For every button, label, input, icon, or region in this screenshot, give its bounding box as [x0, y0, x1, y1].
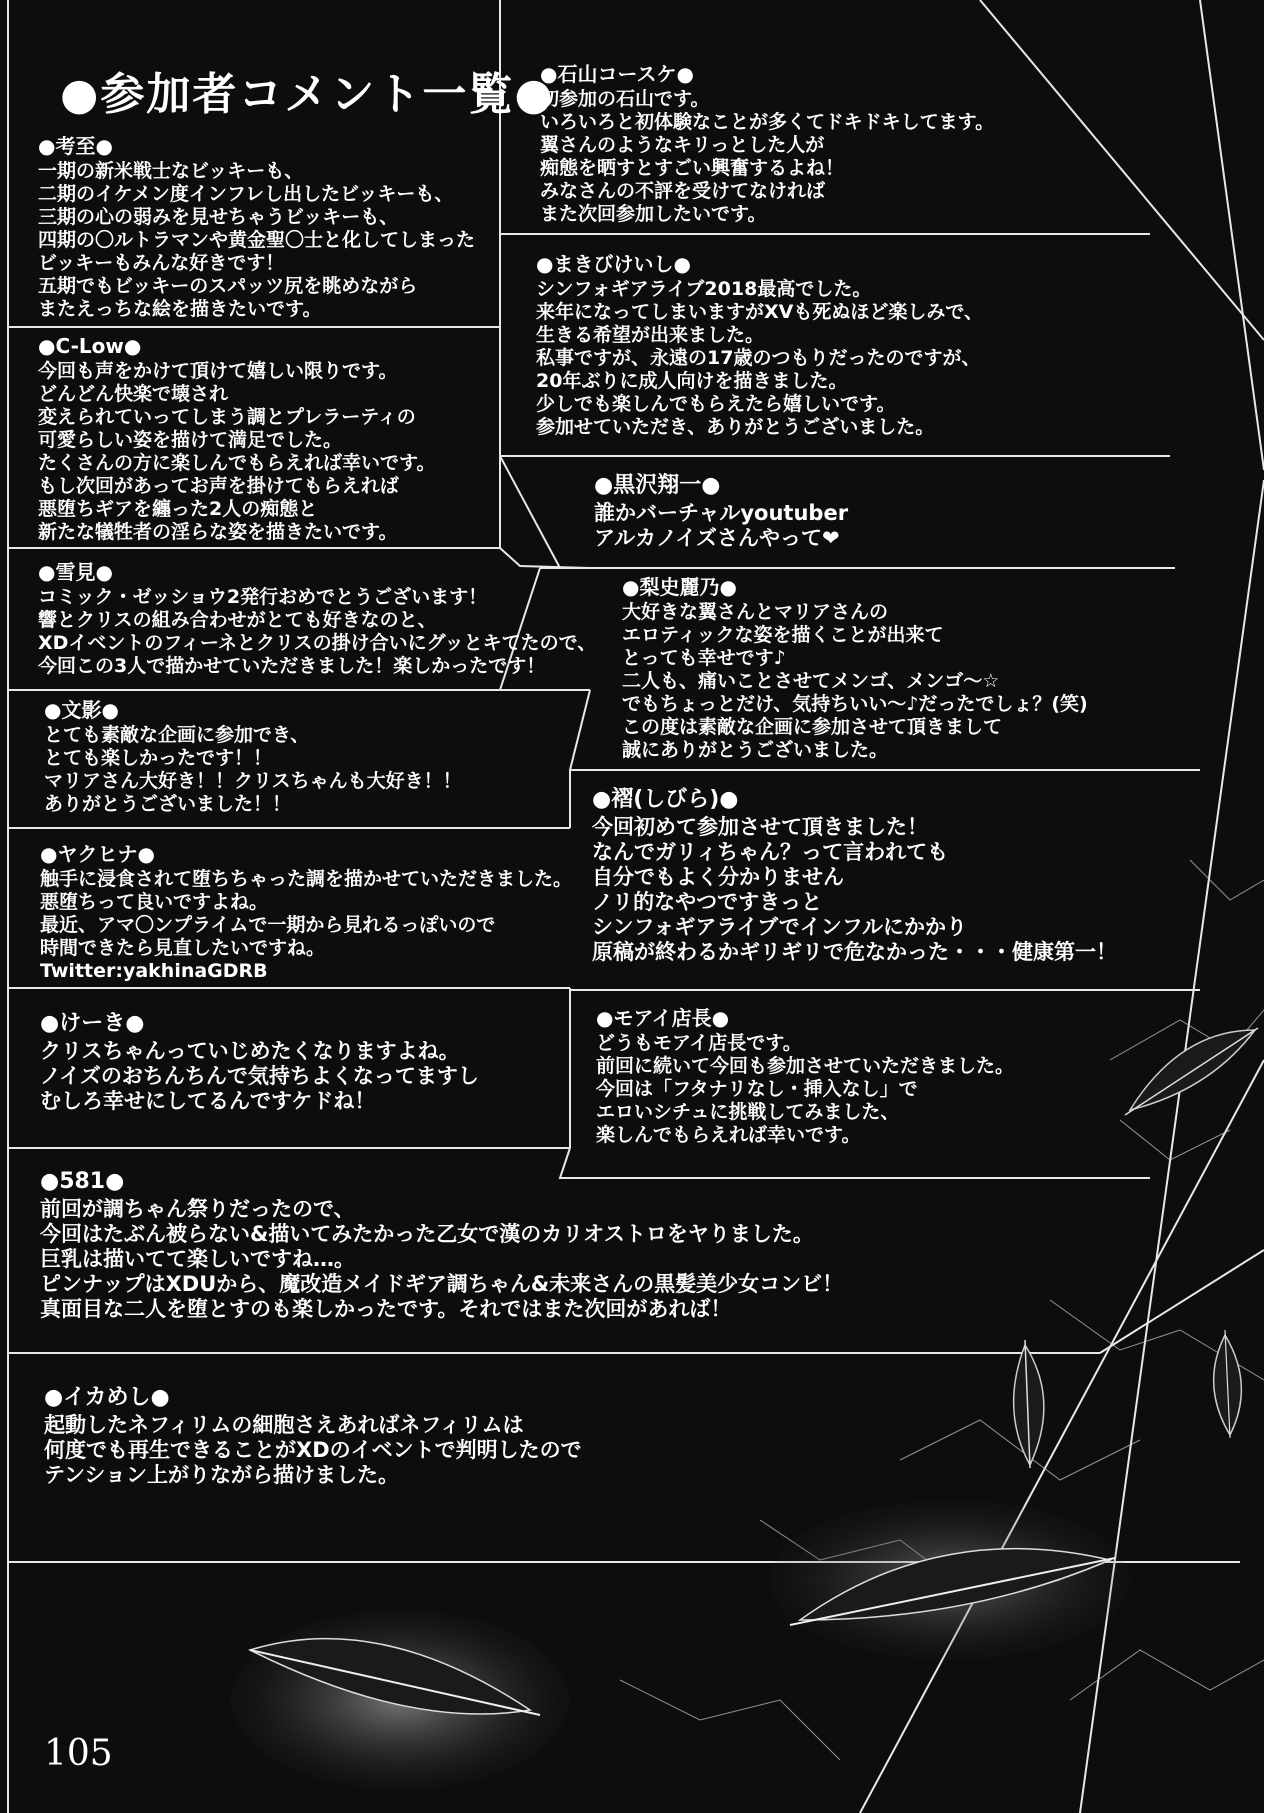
contributor-name: ●雪見● — [38, 560, 113, 584]
comment-block — [44, 698, 462, 816]
comment-line: 真面目な二人を堕とすのも楽しかったです。それではまた次回があれば！ — [40, 1297, 732, 1321]
contributor-name: ●梨史麗乃● — [622, 575, 737, 599]
comment-line: 二期のイケメン度インフレし出したビッキーも、 — [38, 183, 454, 205]
contributor-name: ●文影● — [44, 698, 119, 722]
comment-block — [38, 134, 475, 321]
comment-line: どんどん快楽で壊され — [38, 383, 229, 405]
comment-line: この度は素敵な企画に参加させて頂きまして — [622, 716, 1003, 738]
comment-line: 来年になってしまいますがXVも死ぬほど楽しみで、 — [536, 301, 983, 323]
comment-line: 20年ぶりに成人向けを描きました。 — [536, 370, 848, 392]
comment-line: また次回参加したいです。 — [540, 203, 767, 225]
comment-line: 翼さんのようなキリっとした人が — [540, 134, 825, 156]
contributor-name: ●考至● — [38, 134, 113, 158]
comment-line: 変えられていってしまう調とプレラーティの — [38, 406, 416, 428]
comment-line: 五期でもビッキーのスパッツ尻を眺めながら — [38, 275, 418, 297]
comment-line: クリスちゃんっていじめたくなりますよね。 — [40, 1039, 460, 1063]
comment-line: 悪堕ちギアを纏った2人の痴態と — [38, 498, 318, 520]
comment-line: ノイズのおちんちんで気持ちよくなってますし — [40, 1064, 479, 1088]
comment-line: 何度でも再生できることがXDのイベントで判明したので — [44, 1438, 582, 1462]
comment-line: 触手に浸食されて堕ちちゃった調を描かせていただきました。 — [40, 868, 573, 890]
comment-line: 巨乳は描いてて楽しいですね…。 — [40, 1247, 355, 1271]
comment-block — [540, 62, 994, 226]
comment-line: 新たな犠牲者の淫らな姿を描きたいです。 — [38, 521, 398, 543]
contributor-name: ●黒沢翔一● — [594, 473, 721, 498]
page-title: ●参加者コメント一覧● — [60, 69, 555, 120]
contributor-name: ●ヤクヒナ● — [40, 842, 155, 866]
comment-line: アルカノイズさんやって❤ — [594, 526, 840, 550]
comment-line: ありがとうございました！！ — [44, 793, 292, 815]
contributor-name: ●石山コースケ● — [540, 62, 694, 86]
feather-illustration-icon — [230, 1590, 570, 1790]
comment-line: 原稿が終わるかギリギリで危なかった・・・健康第一！ — [592, 940, 1117, 964]
comment-line: シンフォギアライブでインフルにかかり — [592, 915, 967, 939]
comment-line: 四期の〇ルトラマンや黄金聖〇士と化してしまった — [38, 229, 476, 251]
comment-line: とっても幸せです♪ — [622, 647, 786, 669]
feather-illustration-icon — [770, 1500, 1130, 1660]
comment-line: またえっちな絵を描きたいです。 — [38, 298, 322, 320]
comment-line: 一期の新米戦士なビッキーも、 — [38, 160, 304, 182]
comment-line: どうもモアイ店長です。 — [596, 1032, 802, 1054]
comment-line: 今回この3人で描かせていただきました！楽しかったです！ — [38, 655, 546, 677]
comment-line: 痴態を晒すとすごい興奮するよね！ — [540, 157, 845, 179]
comment-block — [592, 786, 1117, 965]
comment-line: ビッキーもみんな好きです！ — [38, 252, 285, 274]
feather-illustration-icon — [1190, 1330, 1260, 1440]
comment-block — [594, 472, 848, 551]
comment-block — [40, 1168, 843, 1322]
comment-block — [596, 1006, 1014, 1147]
comment-line: 今回も声をかけて頂けて嬉しい限りです。 — [38, 360, 398, 382]
contributor-name: ●褶(しびら)● — [592, 787, 739, 812]
comment-line: 最近、アマ〇ンプライムで一期から見れるっぽいので — [40, 914, 496, 936]
comment-line: 少しでも楽しんでもらえたら嬉しいです。 — [536, 393, 896, 415]
feather-illustration-icon — [1120, 1010, 1260, 1130]
comment-line: なんでガリィちゃん？って言われても — [592, 840, 949, 864]
comment-line: 響とクリスの組み合わせがとても好きなのと、 — [38, 609, 437, 631]
comment-block — [622, 575, 1088, 762]
comment-line: 前回に続いて今回も参加させていただきました。 — [596, 1055, 1015, 1077]
comment-line: テンション上がりながら描けました。 — [44, 1463, 400, 1487]
comment-line: 三期の心の弱みを見せちゃうビッキーも、 — [38, 206, 399, 228]
comment-block — [38, 560, 596, 678]
comment-line: 楽しんでもらえれば幸いです。 — [596, 1124, 861, 1146]
comment-line: 二人も、痛いことさせてメンゴ、メンゴ～☆ — [622, 670, 1000, 692]
comment-block — [40, 1010, 479, 1114]
contributor-name: ●まきびけいし● — [536, 252, 691, 276]
feather-illustration-icon — [980, 1340, 1070, 1470]
comment-block — [44, 1384, 582, 1488]
comment-line: コミック・ゼッショウ2発行おめでとうございます！ — [38, 586, 488, 608]
comment-line: 前回が調ちゃん祭りだったので、 — [40, 1197, 355, 1221]
contributor-name: ●C-Low● — [38, 334, 142, 358]
comment-line: 初参加の石山です。 — [540, 88, 710, 110]
comment-line: ピンナップはXDUから、魔改造メイドギア調ちゃん&未来さんの黒髪美少女コンビ！ — [40, 1272, 844, 1296]
contributor-name: ●けーき● — [40, 1011, 145, 1036]
comment-line: みなさんの不評を受けてなければ — [540, 180, 826, 202]
comment-block — [38, 334, 435, 544]
comment-line: 今回は「フタナリなし・挿入なし」で — [596, 1078, 918, 1100]
page-number: 105 — [44, 1733, 113, 1774]
contributor-name: ●モアイ店長● — [596, 1006, 730, 1030]
comment-line: いろいろと初体験なことが多くてドキドキしてます。 — [540, 111, 995, 133]
comment-line: とても素敵な企画に参加でき、 — [44, 724, 310, 746]
comment-line: 起動したネフィリムの細胞さえあればネフィリムは — [44, 1413, 524, 1437]
contributor-name: ●581● — [40, 1169, 125, 1194]
comment-line: 参加せていただき、ありがとうございました。 — [536, 416, 935, 438]
comment-line: シンフォギアライブ2018最高でした。 — [536, 278, 872, 300]
comment-line: 大好きな翼さんとマリアさんの — [622, 601, 889, 623]
comment-line: 誠にありがとうございました。 — [622, 739, 889, 761]
comment-line: 自分でもよく分かりません — [592, 865, 844, 889]
comment-line: 今回はたぶん被らない&描いてみたかった乙女で漢のカリオストロをヤりました。 — [40, 1222, 814, 1246]
comment-line: 生きる希望が出来ました。 — [536, 324, 765, 346]
comment-line: たくさんの方に楽しんでもらえれば幸いです。 — [38, 452, 436, 474]
comment-line: マリアさん大好き！！クリスちゃんも大好き！！ — [44, 770, 462, 792]
comment-line: 悪堕ちって良いですよね。 — [40, 891, 269, 913]
comment-line: 時間できたら見直したいですね。 — [40, 937, 326, 959]
comment-line: ノリ的なやつですきっと — [592, 890, 823, 914]
comment-line: エロティックな姿を描くことが出来て — [622, 624, 944, 646]
comment-line: 可愛らしい姿を描けて満足でした。 — [38, 429, 343, 451]
comment-line: 今回初めて参加させて頂きました！ — [592, 815, 928, 839]
contributor-name: ●イカめし● — [44, 1385, 170, 1410]
comment-line: エロいシチュに挑戦してみました、 — [596, 1101, 900, 1123]
comment-line: でもちょっとだけ、気持ちいい～♪だったでしょ？(笑) — [622, 693, 1088, 715]
comment-line: 私事ですが、永遠の17歳のつもりだったのですが、 — [536, 347, 981, 369]
comment-line: Twitter:yakhinaGDRB — [40, 960, 268, 982]
comment-block — [536, 252, 983, 439]
comment-line: XDイベントのフィーネとクリスの掛け合いにグッとキてたので、 — [38, 632, 597, 654]
comment-block — [40, 842, 572, 983]
comment-line: 誰かバーチャルyoutuber — [594, 501, 849, 525]
comment-line: もし次回があってお声を掛けてもらえれば — [38, 475, 399, 497]
comment-line: むしろ幸せにしてるんですケドね！ — [40, 1089, 376, 1113]
comment-line: とても楽しかったです！！ — [44, 747, 273, 769]
